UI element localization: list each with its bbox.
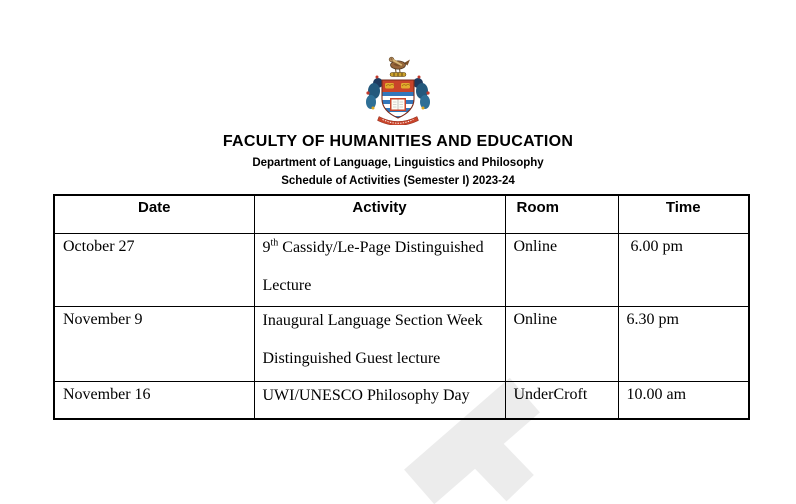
schedule-table — [53, 194, 750, 420]
uwi-crest — [352, 55, 444, 125]
activity-cell — [254, 381, 505, 419]
table-row — [54, 233, 749, 306]
column-header-activity: Activity — [254, 195, 505, 233]
activity-line-1: Inaugural Language Section Week — [262, 311, 483, 329]
activity-line-2: Distinguished Guest lecture — [262, 349, 441, 367]
document-header — [0, 132, 796, 189]
column-header-time: Time — [618, 195, 749, 233]
page-title: FACULTY OF HUMANITIES AND EDUCATION — [222, 133, 574, 150]
room-cell: UnderCroft — [505, 381, 618, 419]
time-cell: 10.00 am — [618, 381, 749, 419]
pelican-icon — [389, 57, 410, 72]
activity-line-2: Lecture — [262, 276, 312, 294]
schedule-subtitle: Schedule of Activities (Semester I) 2023-24 — [281, 174, 515, 187]
activity-cell — [254, 233, 505, 306]
mantling-right-icon — [413, 76, 430, 110]
ordinal-superscript: th — [270, 237, 279, 249]
column-header-date: Date — [54, 195, 254, 233]
table-header-row — [54, 195, 749, 233]
table-row — [54, 381, 749, 419]
date-cell: November 16 — [54, 381, 254, 419]
room-cell: Online — [505, 233, 618, 306]
time-cell: 6.30 pm — [618, 306, 749, 381]
activity-cell — [254, 306, 505, 381]
room-cell: Online — [505, 306, 618, 381]
column-header-room: Room — [505, 195, 618, 233]
time-cell: 6.00 pm — [618, 233, 749, 306]
mantling-left-icon — [366, 76, 383, 110]
date-cell: November 9 — [54, 306, 254, 381]
activity-line-1: UWI/UNESCO Philosophy Day — [262, 386, 470, 404]
shield-icon — [381, 79, 415, 120]
department-subtitle: Department of Language, Linguistics and Philosophy — [252, 157, 544, 170]
activity-line-1: 9th Cassidy/Le-Page Distinguished — [262, 237, 484, 256]
table-row — [54, 306, 749, 381]
date-cell: October 27 — [54, 233, 254, 306]
